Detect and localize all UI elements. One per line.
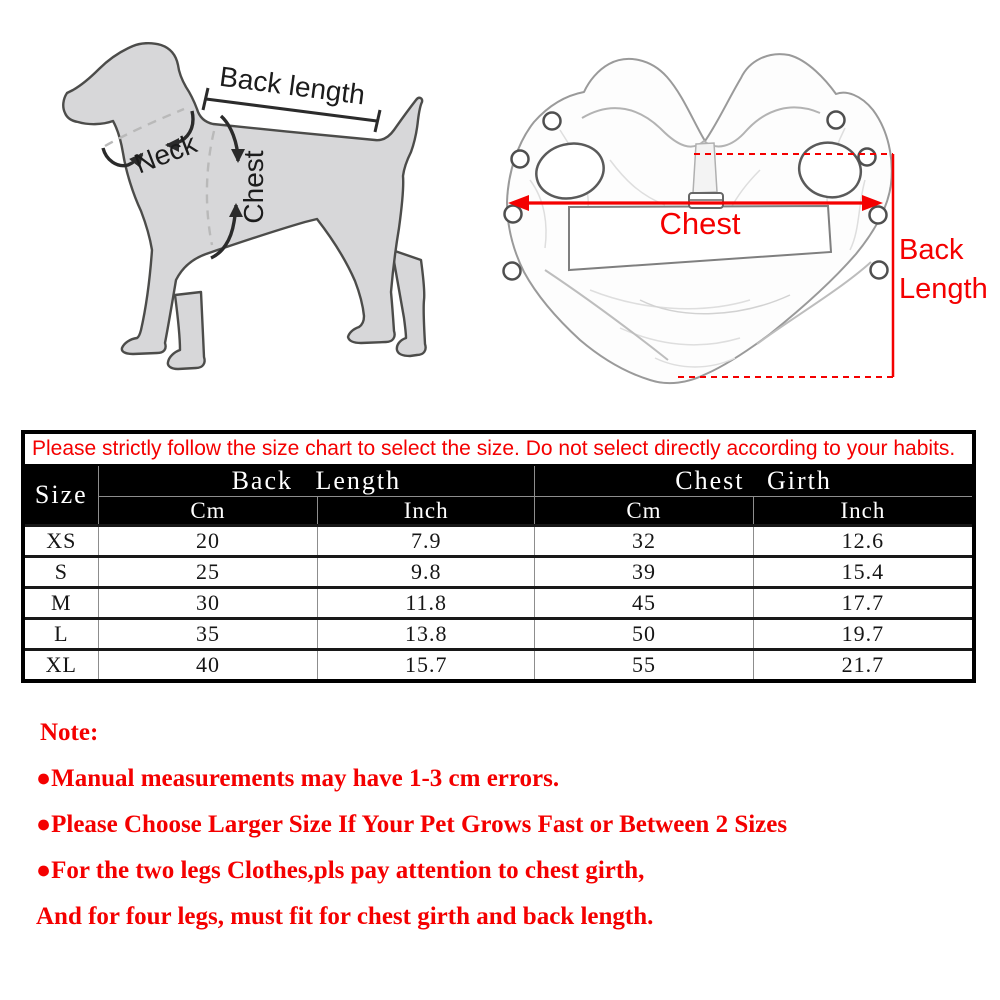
measurement-cell: 20 (98, 526, 318, 557)
unit-header-back-cm: Cm (98, 497, 318, 526)
size-chart-notice: Please strictly follow the size chart to select the size. Do not select directly according to your habits. (23, 432, 974, 465)
measurement-cell: 21.7 (753, 650, 974, 682)
measurement-cell: 45 (535, 588, 754, 619)
measurement-cell: 15.4 (753, 557, 974, 588)
size-chart-table (21, 430, 976, 683)
unit-header-back-inch: Inch (318, 497, 535, 526)
measurement-cell: 9.8 (318, 557, 535, 588)
measurement-illustration (0, 0, 1000, 424)
measurement-cell: 32 (535, 526, 754, 557)
size-label-cell: XS (23, 526, 98, 557)
measurement-cell: 11.8 (318, 588, 535, 619)
column-header-back-length: Back Length (98, 465, 534, 497)
note-item: ●Manual measurements may have 1-3 cm errors. (36, 765, 560, 792)
unit-header-chest-inch: Inch (753, 497, 974, 526)
dog-back-length-label: Back length (217, 60, 367, 111)
table-row-s (23, 557, 974, 588)
note-item: ●For the two legs Clothes,pls pay attention to chest girth, (36, 857, 645, 884)
jacket-back-length-label-line2: Length (899, 273, 988, 305)
size-label-cell: M (23, 588, 98, 619)
jacket-chest-label: Chest (659, 206, 741, 241)
measurement-cell: 13.8 (318, 619, 535, 650)
table-row-l (23, 619, 974, 650)
note-item: ●Please Choose Larger Size If Your Pet Grows Fast or Between 2 Sizes (36, 811, 788, 838)
measurement-cell: 39 (535, 557, 754, 588)
measurement-cell: 55 (535, 650, 754, 682)
dog-far-rear-leg (392, 250, 426, 356)
size-label-cell: S (23, 557, 98, 588)
table-row-m (23, 588, 974, 619)
note-item: And for four legs, must fit for chest girth and back length. (36, 903, 654, 930)
measurement-cell: 40 (98, 650, 318, 682)
table-group-header-row (23, 465, 974, 497)
size-label-cell: L (23, 619, 98, 650)
measurement-cell: 12.6 (753, 526, 974, 557)
jacket-back-length-label-line1: Back (899, 234, 964, 266)
measurement-cell: 17.7 (753, 588, 974, 619)
dog-neck-label: Neck (130, 127, 201, 180)
dog-measurement-diagram (63, 43, 425, 369)
measurement-cell: 50 (535, 619, 754, 650)
jacket-diagram (504, 54, 988, 383)
dog-chest-label: Chest (238, 150, 269, 224)
measurement-cell: 35 (98, 619, 318, 650)
dog-far-front-leg (168, 292, 205, 369)
unit-header-chest-cm: Cm (535, 497, 754, 526)
measurement-cell: 30 (98, 588, 318, 619)
table-row-xl (23, 650, 974, 682)
column-header-size: Size (23, 465, 98, 526)
column-header-chest-girth: Chest Girth (535, 465, 974, 497)
measurement-cell: 15.7 (318, 650, 535, 682)
table-row-xs (23, 526, 974, 557)
table-unit-header-row (23, 497, 974, 526)
jacket-center-strap (693, 143, 717, 193)
measurement-cell: 19.7 (753, 619, 974, 650)
size-label-cell: XL (23, 650, 98, 682)
table-notice-row (23, 432, 974, 465)
measurement-cell: 7.9 (318, 526, 535, 557)
measurement-cell: 25 (98, 557, 318, 588)
notes-title: Note: (40, 719, 99, 746)
